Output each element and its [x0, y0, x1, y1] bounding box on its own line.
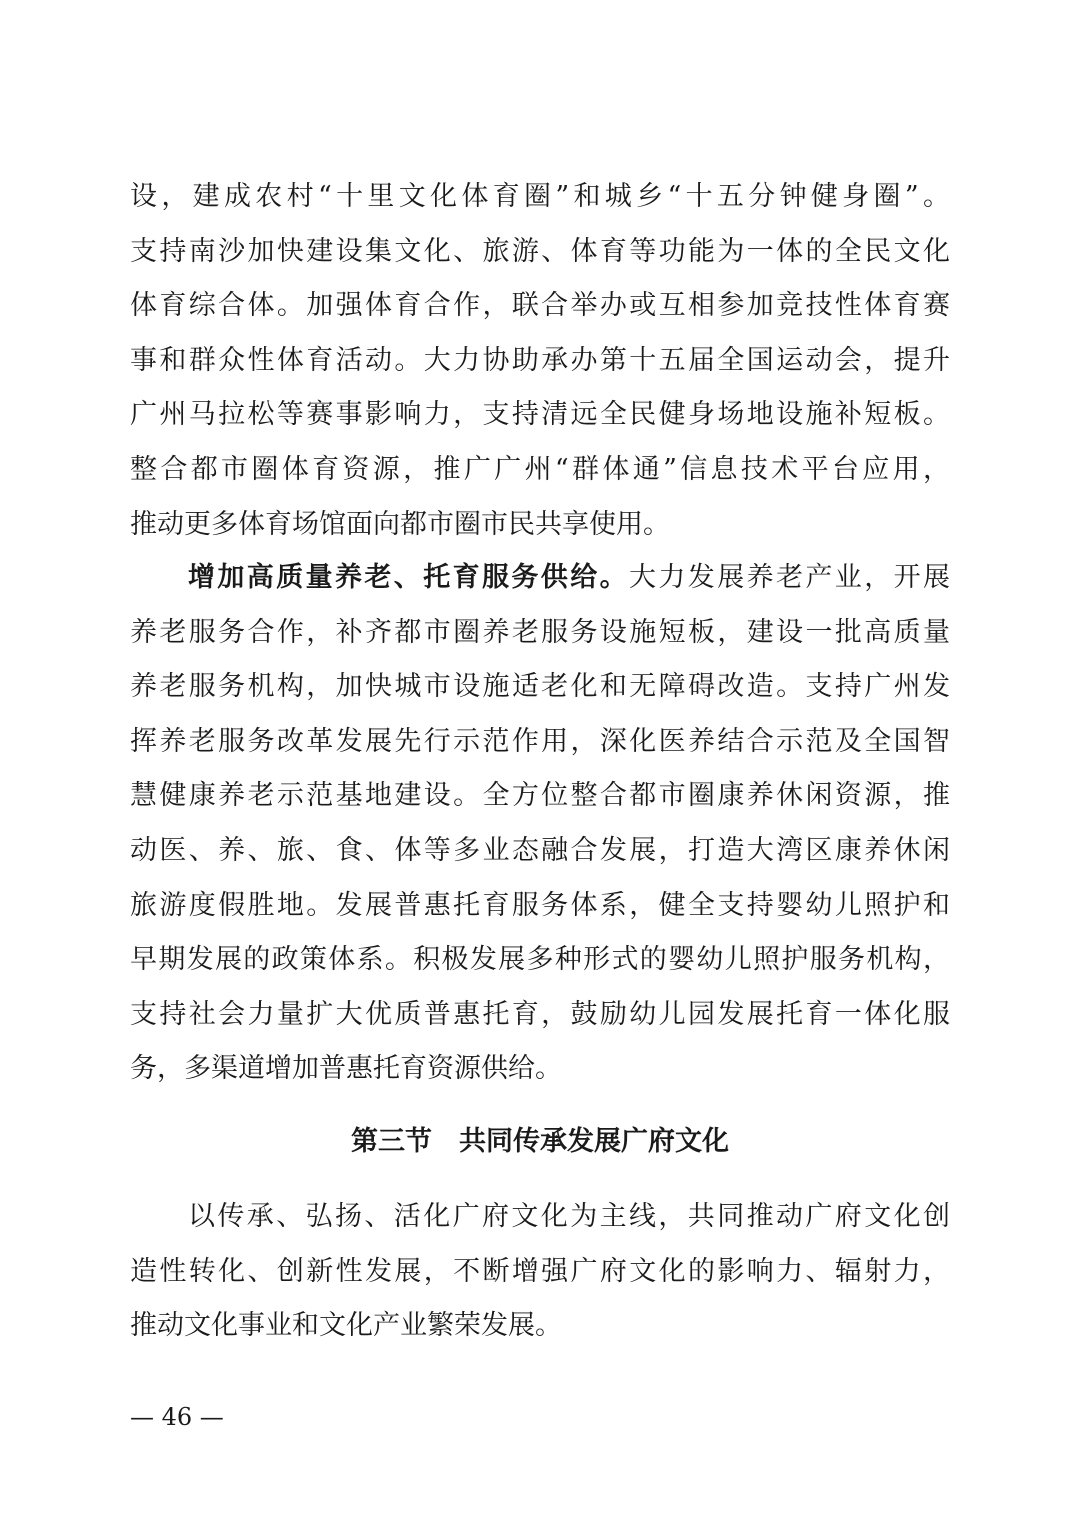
text-line	[130, 551, 950, 606]
text-line: 养老服务合作，补齐都市圈养老服务设施短板，建设一批高质量	[130, 616, 950, 648]
text-line: 设，建成农村“十里文化体育圈”和城乡“十五分钟健身圈”。	[130, 181, 950, 212]
text-line: 推动文化事业和文化产业繁荣发展。	[130, 1310, 562, 1342]
text-line: 以传承、弘扬、活化广府文化为主线，共同推动广府文化创	[188, 1201, 950, 1232]
page-number: — 46 —	[130, 1403, 224, 1431]
text-line: 推动更多体育场馆面向都市圈市民共享使用。	[130, 508, 670, 540]
text-line: 造性转化、创新性发展，不断增强广府文化的影响力、辐射力，	[130, 1255, 950, 1287]
text-line: 动医、养、旅、食、体等多业态融合发展，打造大湾区康养休闲	[130, 834, 950, 866]
text-line: 务，多渠道增加普惠托育资源供给。	[130, 1053, 562, 1085]
paragraph-lead-bold: 增加高质量养老、托育服务供给。	[188, 562, 629, 593]
text-line: 广州马拉松等赛事影响力，支持清远全民健身场地设施补短板。	[130, 399, 950, 431]
paragraph-culture	[130, 1190, 950, 1354]
section-heading: 第三节 共同传承发展广府文化	[351, 1126, 729, 1157]
paragraph-sports	[130, 170, 950, 552]
paragraph-elderly-childcare	[130, 551, 950, 1097]
text-line: 整合都市圈体育资源，推广广州“群体通”信息技术平台应用，	[130, 453, 950, 485]
text-line: 体育综合体。加强体育合作，联合举办或互相参加竞技性体育赛	[130, 290, 950, 322]
text-line: 慧健康养老示范基地建设。全方位整合都市圈康养休闲资源，推	[130, 780, 950, 812]
text-line: 挥养老服务改革发展先行示范作用，深化医养结合示范及全国智	[130, 725, 950, 757]
text-line: 事和群众性体育活动。大力协助承办第十五届全国运动会，提升	[130, 344, 950, 376]
text-span: 大力发展养老产业，开展	[629, 562, 950, 593]
text-line: 支持南沙加快建设集文化、旅游、体育等功能为一体的全民文化	[130, 235, 950, 267]
text-line: 养老服务机构，加快城市设施适老化和无障碍改造。支持广州发	[130, 671, 950, 703]
text-line: 早期发展的政策体系。积极发展多种形式的婴幼儿照护服务机构，	[130, 944, 950, 976]
text-line: 支持社会力量扩大优质普惠托育，鼓励幼儿园发展托育一体化服	[130, 998, 950, 1030]
text-line: 旅游度假胜地。发展普惠托育服务体系，健全支持婴幼儿照护和	[130, 889, 950, 921]
